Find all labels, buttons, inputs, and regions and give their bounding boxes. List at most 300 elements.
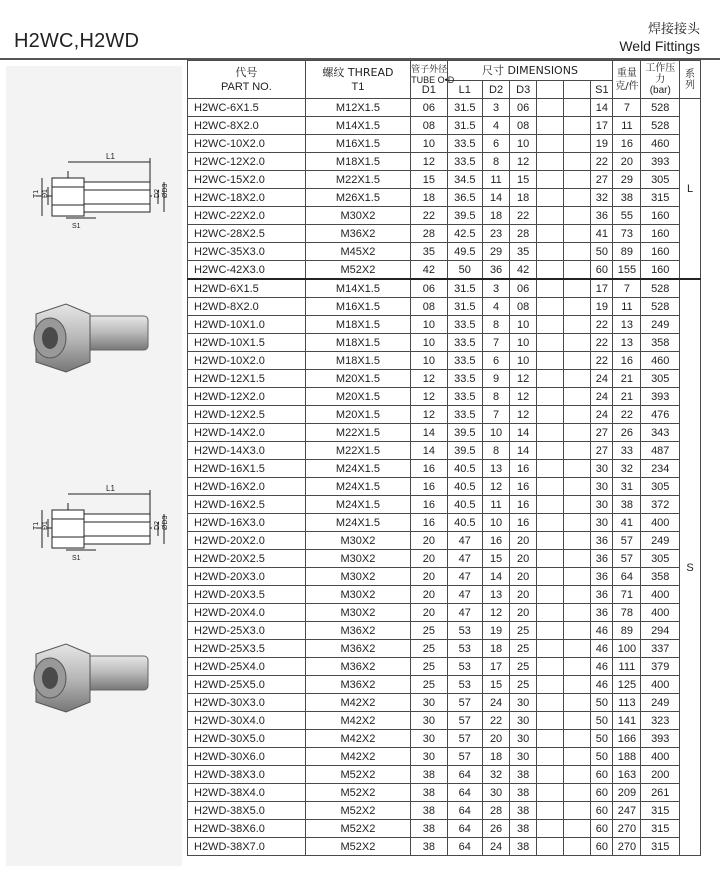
drawing-label-l1: L1: [106, 484, 115, 493]
drawing-label-d1: D1: [42, 521, 49, 530]
cell-d1: 16: [411, 514, 447, 532]
col-series: [680, 61, 701, 99]
cell-d1: 18: [411, 189, 447, 207]
illustration-panel: [6, 66, 182, 866]
cell-blank: [564, 334, 591, 352]
cell-d2: 7: [483, 406, 510, 424]
cell-weight: 55: [613, 207, 641, 225]
cell-thread: M30X2: [305, 532, 410, 550]
cell-s1: 50: [591, 694, 613, 712]
cell-s1: 22: [591, 334, 613, 352]
cell-l1: 64: [447, 820, 482, 838]
table-row: [188, 820, 701, 838]
cell-l1: 31.5: [447, 117, 482, 135]
cell-blank: [564, 442, 591, 460]
cell-d3: 28: [510, 225, 537, 243]
drawing-label-d2: D2: [154, 189, 161, 198]
cell-thread: M42X2: [305, 712, 410, 730]
cell-d1: 14: [411, 442, 447, 460]
cell-blank: [537, 207, 564, 225]
cell-s1: 50: [591, 712, 613, 730]
col-weight-unit: 克/件: [615, 80, 639, 92]
cell-d1: 12: [411, 406, 447, 424]
cell-d1: 10: [411, 334, 447, 352]
cell-blank: [564, 352, 591, 370]
cell-blank: [564, 730, 591, 748]
cell-d3: 16: [510, 514, 537, 532]
section-title-en: Weld Fittings: [619, 38, 700, 54]
cell-d3: 10: [510, 316, 537, 334]
table-row: [188, 640, 701, 658]
cell-s1: 60: [591, 820, 613, 838]
cell-weight: 13: [613, 334, 641, 352]
cell-d1: 30: [411, 712, 447, 730]
cell-s1: 36: [591, 568, 613, 586]
cell-thread: M30X2: [305, 568, 410, 586]
cell-thread: M30X2: [305, 586, 410, 604]
cell-d2: 3: [483, 279, 510, 298]
cell-pressure: 400: [641, 514, 680, 532]
cell-pressure: 476: [641, 406, 680, 424]
cell-blank: [564, 424, 591, 442]
cell-part-no: H2WD-25X3.5: [188, 640, 306, 658]
cell-d1: 10: [411, 352, 447, 370]
cell-l1: 33.5: [447, 370, 482, 388]
cell-d1: 20: [411, 586, 447, 604]
cell-blank: [537, 802, 564, 820]
cell-weight: 89: [613, 622, 641, 640]
cell-thread: M12X1.5: [305, 99, 410, 117]
cell-blank: [564, 406, 591, 424]
cell-thread: M14X1.5: [305, 117, 410, 135]
col-tube-od: [411, 61, 455, 99]
cell-d3: 15: [510, 171, 537, 189]
cell-weight: 22: [613, 406, 641, 424]
cell-d2: 10: [483, 424, 510, 442]
cell-d3: 30: [510, 730, 537, 748]
cell-pressure: 315: [641, 820, 680, 838]
cell-l1: 40.5: [447, 496, 482, 514]
cell-weight: 11: [613, 117, 641, 135]
cell-blank: [564, 135, 591, 153]
cell-weight: 89: [613, 243, 641, 261]
cell-blank: [537, 712, 564, 730]
cell-weight: 41: [613, 514, 641, 532]
cell-l1: 57: [447, 730, 482, 748]
cell-pressure: 393: [641, 730, 680, 748]
cell-blank: [564, 514, 591, 532]
cell-blank: [537, 117, 564, 135]
cell-l1: 31.5: [447, 279, 482, 298]
col-tube-en: TUBE O•D: [411, 75, 455, 85]
cell-blank: [564, 568, 591, 586]
table-row: [188, 225, 701, 243]
cell-part-no: H2WD-38X4.0: [188, 784, 306, 802]
cell-pressure: 249: [641, 316, 680, 334]
cell-blank: [537, 225, 564, 243]
cell-l1: 47: [447, 532, 482, 550]
cell-blank: [537, 748, 564, 766]
cell-thread: M36X2: [305, 622, 410, 640]
cell-d2: 20: [483, 730, 510, 748]
table-row: [188, 352, 701, 370]
cell-blank: [537, 532, 564, 550]
drawing-label-d3: ØD3: [162, 183, 169, 198]
cell-d3: 06: [510, 99, 537, 117]
cell-weight: 38: [613, 189, 641, 207]
col-pressure-unit: (bar): [649, 85, 671, 96]
cell-weight: 155: [613, 261, 641, 280]
cell-blank: [564, 370, 591, 388]
cell-d3: 30: [510, 712, 537, 730]
cell-part-no: H2WD-16X2.0: [188, 478, 306, 496]
cell-thread: M30X2: [305, 604, 410, 622]
cell-d2: 6: [483, 135, 510, 153]
cell-d1: 38: [411, 820, 447, 838]
table-row: [188, 748, 701, 766]
cell-s1: 50: [591, 748, 613, 766]
cell-d3: 20: [510, 550, 537, 568]
cell-s1: 30: [591, 478, 613, 496]
cell-d2: 3: [483, 99, 510, 117]
cell-weight: 26: [613, 424, 641, 442]
cell-blank: [564, 532, 591, 550]
cell-thread: M26X1.5: [305, 189, 410, 207]
cell-part-no: H2WC-12X2.0: [188, 153, 306, 171]
cell-thread: M52X2: [305, 838, 410, 856]
cell-d1: 38: [411, 838, 447, 856]
cell-d1: 38: [411, 802, 447, 820]
cell-thread: M52X2: [305, 802, 410, 820]
cell-weight: 270: [613, 838, 641, 856]
cell-thread: M20X1.5: [305, 370, 410, 388]
cell-blank: [564, 460, 591, 478]
cell-d3: 38: [510, 784, 537, 802]
cell-thread: M36X2: [305, 225, 410, 243]
cell-blank: [537, 694, 564, 712]
cell-d1: 30: [411, 748, 447, 766]
cell-thread: M36X2: [305, 658, 410, 676]
cell-pressure: 528: [641, 298, 680, 316]
cell-blank: [537, 442, 564, 460]
cell-l1: 34.5: [447, 171, 482, 189]
cell-part-no: H2WD-38X5.0: [188, 802, 306, 820]
cell-thread: M18X1.5: [305, 316, 410, 334]
cell-s1: 46: [591, 658, 613, 676]
table-row: [188, 135, 701, 153]
cell-blank: [564, 153, 591, 171]
cell-d2: 24: [483, 694, 510, 712]
cell-part-no: H2WD-30X5.0: [188, 730, 306, 748]
cell-d3: 38: [510, 802, 537, 820]
cell-part-no: H2WD-20X2.5: [188, 550, 306, 568]
col-l1: L1: [447, 81, 482, 99]
cell-s1: 27: [591, 442, 613, 460]
cell-pressure: 315: [641, 838, 680, 856]
cell-d2: 9: [483, 370, 510, 388]
cell-d2: 15: [483, 550, 510, 568]
cell-part-no: H2WC-6X1.5: [188, 99, 306, 117]
cell-d3: 25: [510, 676, 537, 694]
cell-weight: 32: [613, 460, 641, 478]
cell-blank: [537, 99, 564, 117]
page-title: H2WC,H2WD: [14, 30, 140, 52]
drawing-label-d2: D2: [154, 521, 161, 530]
cell-l1: 33.5: [447, 352, 482, 370]
cell-d2: 22: [483, 712, 510, 730]
cell-d1: 15: [411, 171, 447, 189]
cell-thread: M16X1.5: [305, 135, 410, 153]
cell-d3: 12: [510, 153, 537, 171]
cell-part-no: H2WD-16X3.0: [188, 514, 306, 532]
cell-pressure: 379: [641, 658, 680, 676]
cell-d3: 10: [510, 352, 537, 370]
cell-part-no: H2WC-35X3.0: [188, 243, 306, 261]
cell-l1: 47: [447, 568, 482, 586]
cell-blank: [537, 586, 564, 604]
table-row: [188, 153, 701, 171]
cell-pressure: 487: [641, 442, 680, 460]
cell-s1: 14: [591, 99, 613, 117]
col-d3: D3: [510, 81, 537, 99]
drawing-label-s1: S1: [72, 555, 81, 562]
cell-weight: 125: [613, 676, 641, 694]
cell-pressure: 400: [641, 748, 680, 766]
cell-blank: [537, 766, 564, 784]
cell-pressure: 460: [641, 352, 680, 370]
table-row: [188, 514, 701, 532]
col-part-en: PART NO.: [221, 80, 272, 93]
cell-blank: [537, 153, 564, 171]
cell-thread: M52X2: [305, 820, 410, 838]
cell-d3: 08: [510, 298, 537, 316]
spec-table: [187, 60, 701, 856]
cell-weight: 111: [613, 658, 641, 676]
cell-blank: [537, 496, 564, 514]
col-t1: T1: [351, 80, 365, 93]
cell-s1: 32: [591, 189, 613, 207]
cell-l1: 40.5: [447, 478, 482, 496]
cell-blank: [564, 694, 591, 712]
cell-s1: 60: [591, 802, 613, 820]
cell-weight: 7: [613, 279, 641, 298]
cell-thread: M52X2: [305, 784, 410, 802]
cell-thread: M52X2: [305, 766, 410, 784]
cell-part-no: H2WD-25X3.0: [188, 622, 306, 640]
cell-blank: [537, 730, 564, 748]
cell-thread: M45X2: [305, 243, 410, 261]
cell-d2: 15: [483, 676, 510, 694]
col-series-zh: 系列: [685, 68, 696, 91]
cell-weight: 13: [613, 316, 641, 334]
cell-pressure: 372: [641, 496, 680, 514]
table-row: [188, 784, 701, 802]
cell-blank: [564, 622, 591, 640]
cell-part-no: H2WD-30X4.0: [188, 712, 306, 730]
cell-thread: M24X1.5: [305, 514, 410, 532]
cell-d3: 30: [510, 694, 537, 712]
cell-pressure: 400: [641, 676, 680, 694]
cell-part-no: H2WC-8X2.0: [188, 117, 306, 135]
cell-d2: 12: [483, 478, 510, 496]
cell-s1: 30: [591, 460, 613, 478]
cell-d1: 28: [411, 225, 447, 243]
cell-d1: 12: [411, 370, 447, 388]
col-pressure-zh: 工作压力: [645, 63, 676, 85]
cell-blank: [564, 171, 591, 189]
cell-part-no: H2WD-30X6.0: [188, 748, 306, 766]
cell-s1: 60: [591, 766, 613, 784]
cell-blank: [564, 207, 591, 225]
cell-d2: 26: [483, 820, 510, 838]
cell-d2: 30: [483, 784, 510, 802]
cell-blank: [564, 117, 591, 135]
cell-part-no: H2WD-10X1.0: [188, 316, 306, 334]
cell-s1: 22: [591, 352, 613, 370]
table-row: [188, 622, 701, 640]
cell-thread: M42X2: [305, 730, 410, 748]
cell-pressure: 528: [641, 99, 680, 117]
cell-blank: [537, 171, 564, 189]
cell-blank: [537, 622, 564, 640]
table-row: [188, 460, 701, 478]
cell-blank: [537, 460, 564, 478]
cell-pressure: 249: [641, 694, 680, 712]
cell-d2: 18: [483, 207, 510, 225]
cell-s1: 46: [591, 676, 613, 694]
col-part-no: [188, 61, 306, 99]
cell-pressure: 400: [641, 604, 680, 622]
drawing-label-t1: T1: [33, 521, 40, 530]
cell-pressure: 234: [641, 460, 680, 478]
cell-thread: M20X1.5: [305, 388, 410, 406]
cell-part-no: H2WC-18X2.0: [188, 189, 306, 207]
cell-pressure: 337: [641, 640, 680, 658]
cell-thread: M22X1.5: [305, 424, 410, 442]
cell-pressure: 160: [641, 225, 680, 243]
cell-thread: M42X2: [305, 748, 410, 766]
cell-part-no: H2WD-25X4.0: [188, 658, 306, 676]
cell-weight: 11: [613, 298, 641, 316]
cell-d2: 10: [483, 514, 510, 532]
cell-l1: 50: [447, 261, 482, 280]
cell-thread: M22X1.5: [305, 442, 410, 460]
cell-thread: M18X1.5: [305, 352, 410, 370]
cell-l1: 64: [447, 838, 482, 856]
cell-d1: 14: [411, 424, 447, 442]
cell-weight: 16: [613, 135, 641, 153]
col-thread: [305, 61, 410, 99]
cell-blank: [537, 189, 564, 207]
cell-s1: 22: [591, 316, 613, 334]
cell-d1: 12: [411, 153, 447, 171]
table-row: [188, 243, 701, 261]
cell-weight: 78: [613, 604, 641, 622]
cell-pressure: 400: [641, 586, 680, 604]
cell-d3: 20: [510, 586, 537, 604]
cell-part-no: H2WD-6X1.5: [188, 279, 306, 298]
cell-pressure: 305: [641, 478, 680, 496]
cell-l1: 47: [447, 604, 482, 622]
cell-l1: 40.5: [447, 514, 482, 532]
table-row: [188, 334, 701, 352]
cell-part-no: H2WD-25X5.0: [188, 676, 306, 694]
cell-blank: [564, 316, 591, 334]
cell-weight: 20: [613, 153, 641, 171]
cell-l1: 57: [447, 748, 482, 766]
cell-d1: 25: [411, 622, 447, 640]
col-blank-4: [564, 81, 591, 99]
drawing-label-s1: S1: [72, 223, 81, 230]
cell-blank: [537, 352, 564, 370]
cell-blank: [564, 279, 591, 298]
cell-blank: [537, 388, 564, 406]
cell-weight: 141: [613, 712, 641, 730]
cell-d2: 8: [483, 442, 510, 460]
cell-s1: 24: [591, 370, 613, 388]
cell-weight: 100: [613, 640, 641, 658]
cell-weight: 21: [613, 388, 641, 406]
cell-blank: [564, 261, 591, 280]
cell-thread: M22X1.5: [305, 171, 410, 189]
cell-d2: 28: [483, 802, 510, 820]
cell-weight: 21: [613, 370, 641, 388]
table-row: [188, 838, 701, 856]
cell-blank: [537, 676, 564, 694]
cell-d2: 23: [483, 225, 510, 243]
cell-l1: 49.5: [447, 243, 482, 261]
cell-d1: 35: [411, 243, 447, 261]
cell-d2: 17: [483, 658, 510, 676]
cell-d2: 8: [483, 388, 510, 406]
table-row: [188, 406, 701, 424]
cell-pressure: 358: [641, 568, 680, 586]
cell-l1: 64: [447, 766, 482, 784]
cell-blank: [564, 640, 591, 658]
technical-drawing-wc: [6, 146, 182, 266]
cell-blank: [537, 279, 564, 298]
table-row: [188, 694, 701, 712]
cell-d2: 11: [483, 171, 510, 189]
cell-part-no: H2WD-14X3.0: [188, 442, 306, 460]
cell-blank: [564, 99, 591, 117]
cell-d3: 14: [510, 442, 537, 460]
cell-blank: [564, 658, 591, 676]
cell-d3: 16: [510, 460, 537, 478]
cell-blank: [537, 838, 564, 856]
cell-weight: 270: [613, 820, 641, 838]
cell-d1: 20: [411, 550, 447, 568]
cell-s1: 17: [591, 117, 613, 135]
cell-s1: 36: [591, 550, 613, 568]
cell-weight: 209: [613, 784, 641, 802]
cell-s1: 17: [591, 279, 613, 298]
cell-part-no: H2WD-38X3.0: [188, 766, 306, 784]
cell-thread: M16X1.5: [305, 298, 410, 316]
cell-thread: M42X2: [305, 694, 410, 712]
cell-s1: 60: [591, 261, 613, 280]
technical-drawing-wd: [6, 476, 182, 596]
cell-pressure: 393: [641, 153, 680, 171]
cell-series: S: [680, 279, 701, 856]
col-weight-zh: 重量: [616, 67, 637, 79]
cell-blank: [537, 298, 564, 316]
cell-d3: 20: [510, 568, 537, 586]
cell-l1: 33.5: [447, 153, 482, 171]
cell-blank: [564, 550, 591, 568]
cell-d3: 38: [510, 820, 537, 838]
cell-pressure: 528: [641, 117, 680, 135]
